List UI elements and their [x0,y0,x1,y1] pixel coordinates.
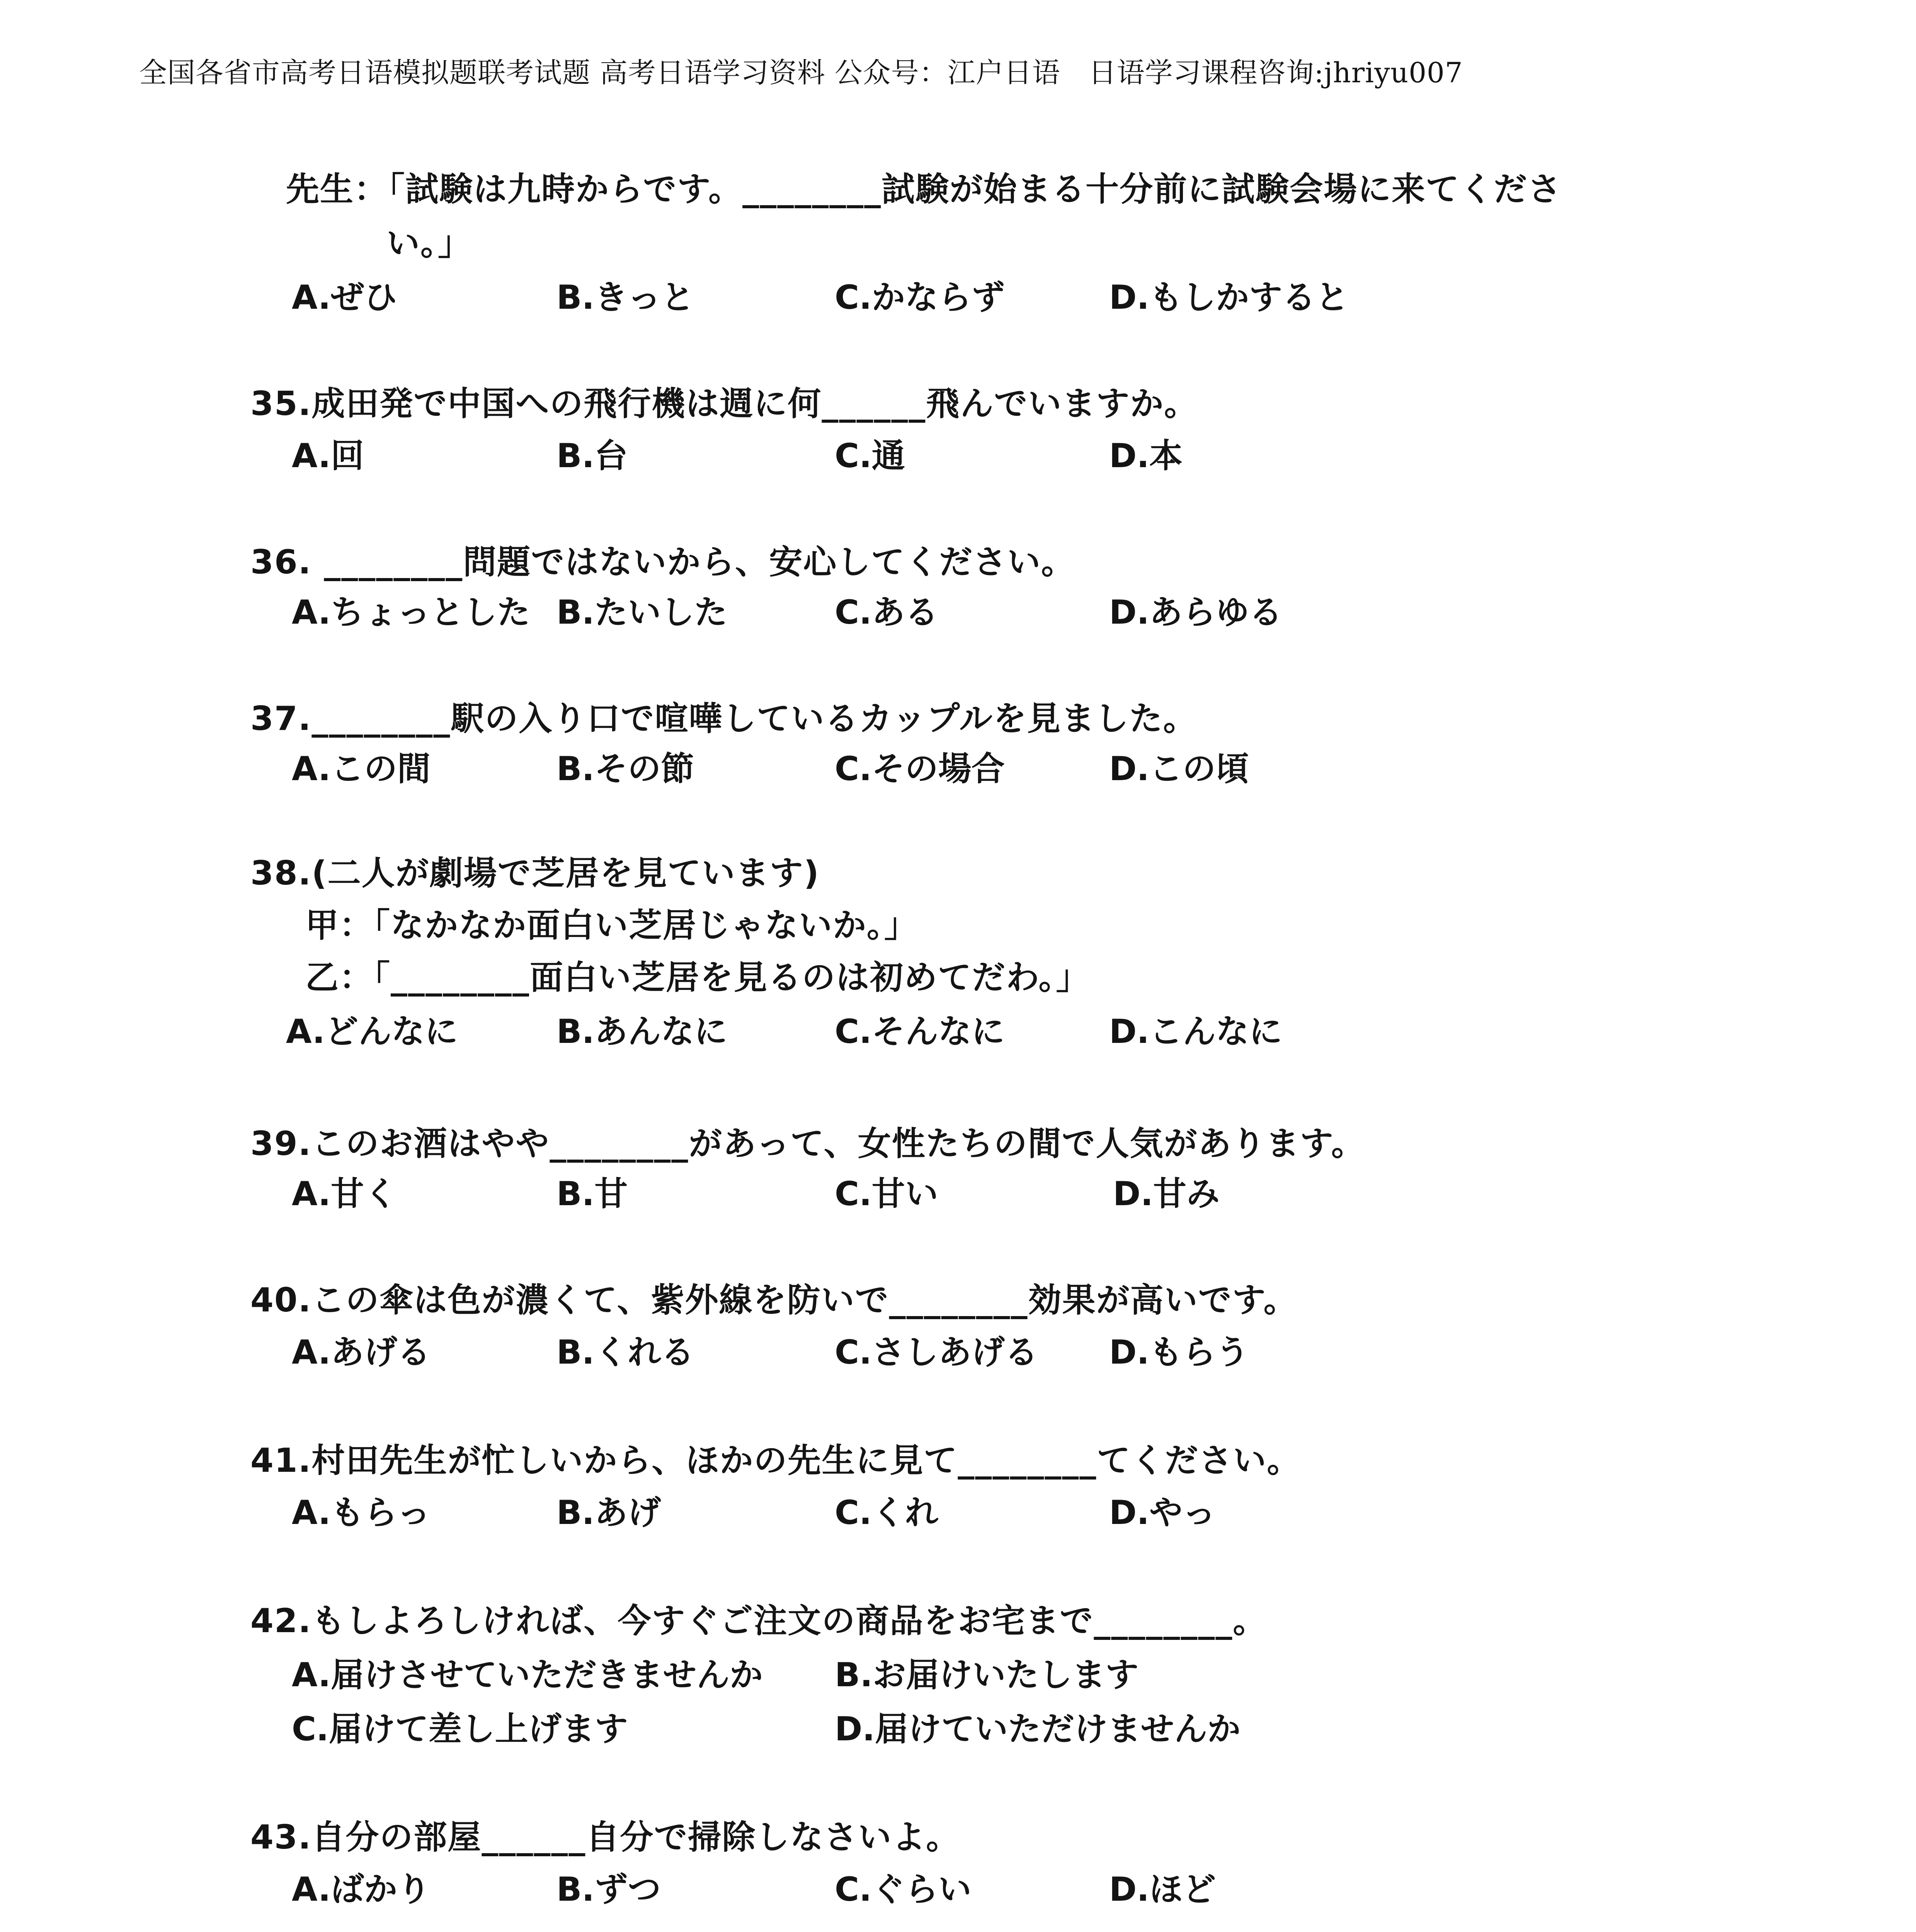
q35-option-c: C.通 [835,437,905,475]
q34-option-a: A.ぜひ [292,278,397,317]
q43-option-b: B.ずつ [556,1870,661,1909]
q42-option-b: B.お届けいたします [835,1656,1139,1694]
q34-option-b: B.きっと [556,278,694,317]
q35-option-a: A.回 [292,437,364,475]
q40-option-a: A.あげる [292,1333,431,1372]
q43-option-a: A.ばかり [292,1870,431,1909]
q39-option-a: A.甘く [292,1175,397,1213]
q34-option-c: C.かならず [835,278,1005,317]
question-40-stem: 40.この傘は色が濃くて、紫外線を防いで________効果が高いです。 [250,1281,1298,1320]
q36-option-c: C.ある [835,593,938,632]
question-34-stem-cont: い。」 [386,224,472,263]
q40-option-d: D.もらう [1109,1333,1249,1372]
q41-option-a: A.もらっ [292,1493,431,1532]
q37-option-b: B.その節 [556,750,694,788]
q41-option-d: D.やっ [1109,1493,1216,1532]
q39-option-c: C.甘い [835,1175,938,1213]
q38-option-c: C.そんなに [835,1012,1005,1051]
question-41-stem: 41.村田先生が忙しいから、ほかの先生に見て________てください。 [250,1441,1301,1480]
question-38-line-2: 乙：「________面白い芝居を見るのは初めてだわ。」 [305,958,1090,997]
question-38-line-1: 甲：「なかなか面白い芝居じゃないか。」 [305,906,918,945]
page-header: 全国各省市高考日语模拟题联考试题 高考日语学习资料 公众号：江户日语 日语学习课程咨询:jhriyu007 [139,56,1463,89]
q41-option-c: C.くれ [835,1493,938,1532]
q34-option-d: D.もしかすると [1109,278,1349,317]
question-34-stem: 先生：「試験は九時からです。________試験が始まる十分前に試験会場に来てくださ [286,170,1562,209]
q39-option-d: D.甘み [1113,1175,1220,1213]
q35-option-d: D.本 [1109,437,1183,475]
q42-option-a: A.届けさせていただきませんか [292,1656,763,1694]
q42-option-d: D.届けていただけませんか [835,1710,1241,1748]
q38-option-d: D.こんなに [1109,1012,1283,1051]
question-42-stem: 42.もしよろしければ、今すぐご注文の商品をお宅まで________。 [250,1602,1267,1640]
question-43-stem: 43.自分の部屋______自分で掃除しなさいよ。 [250,1818,960,1857]
q40-option-c: C.さしあげる [835,1333,1038,1372]
q36-option-b: B.たいした [556,593,728,632]
q37-option-a: A.この間 [292,750,431,788]
question-35-stem: 35.成田発で中国への飛行機は週に何______飛んでいますか。 [250,384,1198,423]
q37-option-d: D.この頃 [1109,750,1249,788]
q43-option-d: D.ほど [1109,1870,1216,1909]
q39-option-b: B.甘 [556,1175,628,1213]
question-37-stem: 37.________駅の入り口で喧嘩しているカップルを見ました。 [250,699,1198,738]
q36-option-d: D.あらゆる [1109,593,1283,632]
q36-option-a: A.ちょっとした [292,593,530,632]
question-39-stem: 39.このお酒はやや________があって、女性たちの間で人気があります。 [250,1124,1365,1163]
q40-option-b: B.くれる [556,1333,694,1372]
q38-option-a: A.どんなに [286,1012,458,1051]
q35-option-b: B.台 [556,437,628,475]
question-38-stem: 38.(二人が劇場で芝居を見ています) [250,854,820,893]
question-36-stem: 36. ________問題ではないから、安心してください。 [250,543,1075,582]
q43-option-c: C.ぐらい [835,1870,972,1909]
q37-option-c: C.その場合 [835,750,1005,788]
q41-option-b: B.あげ [556,1493,661,1532]
q38-option-b: B.あんなに [556,1012,728,1051]
q42-option-c: C.届けて差し上げます [292,1710,628,1748]
